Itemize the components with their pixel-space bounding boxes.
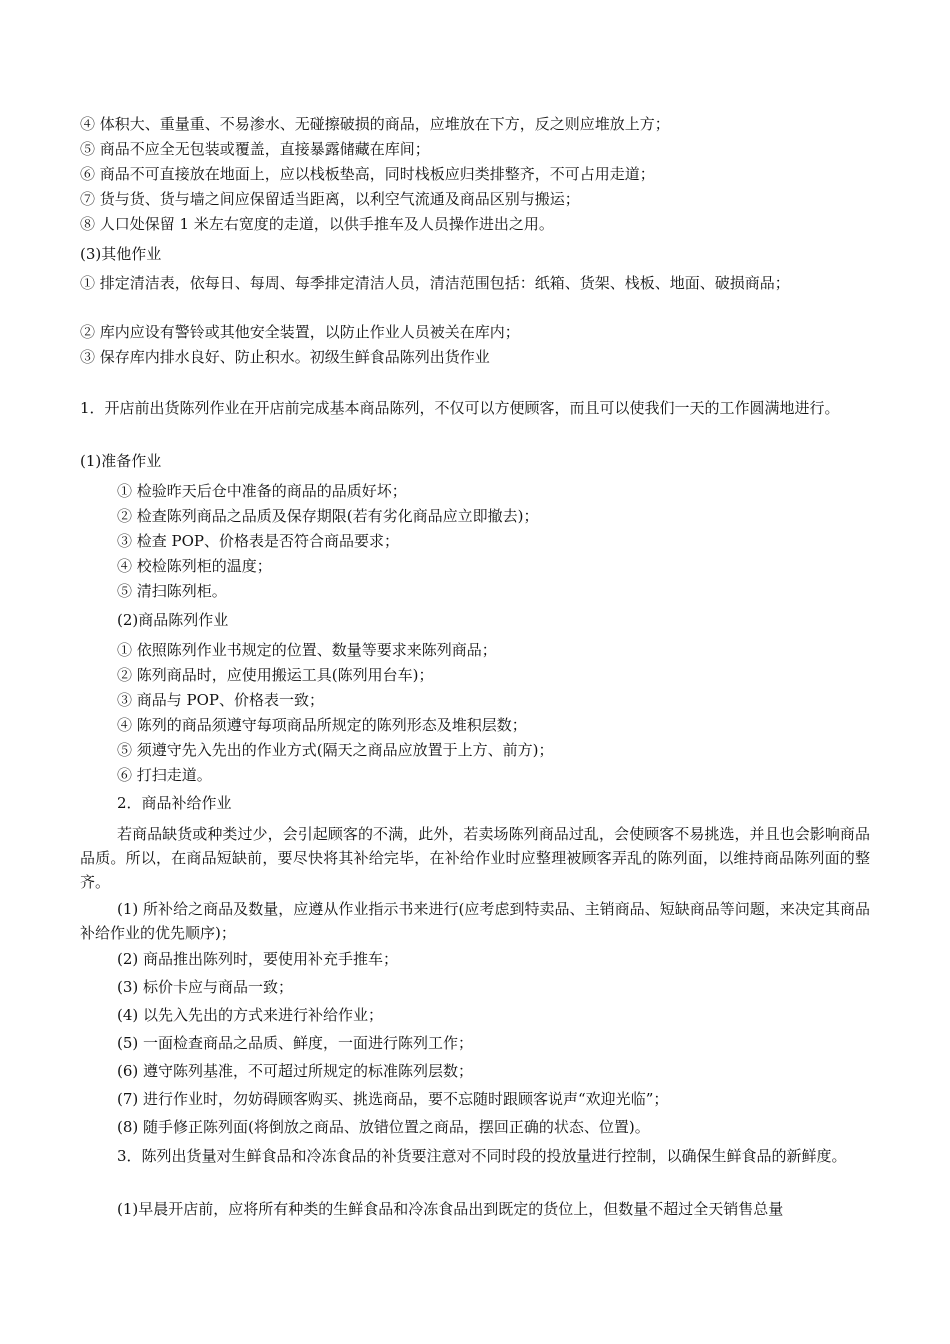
section-1-intro: 1．开店前出货陈列作业在开店前完成基本商品陈列，不仅可以方便顾客，而且可以使我们一天的工作圆满地进行。 [80,399,840,417]
prep-item-5: ⑤ 清扫陈列柜。 [117,582,227,600]
other-ops-item-3: ③ 保存库内排水良好、防止积水。初级生鲜食品陈列出货作业 [80,348,490,366]
supply-item-8: (8) 随手修正陈列面(将倒放之商品、放错位置之商品，摆回正确的状态、位置)。 [117,1118,650,1136]
storage-rule-6: ⑥ 商品不可直接放在地面上，应以栈板垫高，同时栈板应归类排整齐，不可占用走道； [80,165,655,183]
section-3-intro: 3．陈列出货量对生鲜食品和冷冻食品的补货要注意对不同时段的投放量进行控制，以确保生鲜食品的新鲜度。 [117,1147,847,1165]
section-2-heading: 2．商品补给作业 [117,794,232,812]
display-heading: (2)商品陈列作业 [117,611,229,629]
prep-heading: (1)准备作业 [80,452,162,470]
supply-item-7: (7) 进行作业时，勿妨碍顾客购买、挑选商品，要不忘随时跟顾客说声“欢迎光临”； [117,1090,669,1108]
display-item-4: ④ 陈列的商品须遵守每项商品所规定的陈列形态及堆积层数； [117,716,527,734]
storage-rule-5: ⑤ 商品不应全无包装或覆盖，直接暴露储藏在库间； [80,140,430,158]
other-ops-heading: (3)其他作业 [80,245,162,263]
section-3-item-1: (1)早晨开店前，应将所有种类的生鲜食品和冷冻食品出到既定的货位上，但数量不超过全天销售总量 [117,1200,784,1218]
storage-rule-7: ⑦ 货与货、货与墙之间应保留适当距离，以利空气流通及商品区别与搬运； [80,190,580,208]
supply-item-4: (4) 以先入先出的方式来进行补给作业； [117,1006,384,1024]
other-ops-item-2: ② 库内应设有警铃或其他安全装置，以防止作业人员被关在库内； [80,323,520,341]
supply-item-5: (5) 一面检查商品之品质、鲜度，一面进行陈列工作； [117,1034,474,1052]
other-ops-item-1: ① 排定清洁表，依每日、每周、每季排定清洁人员，清洁范围包括：纸箱、货架、栈板、地面、破损商品； [80,274,790,292]
supply-item-1: (1) 所补给之商品及数量，应遵从作业指示书来进行(应考虑到特卖品、主销商品、短缺商品等问题，来决定其商品补给作业的优先顺序)； [80,900,870,942]
display-item-6: ⑥ 打扫走道。 [117,766,212,784]
prep-item-1: ① 检验昨天后仓中准备的商品的品质好坏； [117,482,407,500]
supply-item-3: (3) 标价卡应与商品一致； [117,978,294,996]
display-item-3: ③ 商品与 POP、价格表一致； [117,691,325,709]
prep-item-4: ④ 校检陈列柜的温度； [117,557,272,575]
supply-item-6: (6) 遵守陈列基准，不可超过所规定的标准陈列层数； [117,1062,474,1080]
display-item-2: ② 陈列商品时，应使用搬运工具(陈列用台车)； [117,666,434,684]
storage-rule-4: ④ 体积大、重量重、不易渗水、无碰擦破损的商品，应堆放在下方，反之则应堆放上方； [80,115,670,133]
storage-rule-8: ⑧ 人口处保留 1 米左右宽度的走道，以供手推车及人员操作进出之用。 [80,215,554,233]
display-item-1: ① 依照陈列作业书规定的位置、数量等要求来陈列商品； [117,641,497,659]
section-2-paragraph: 若商品缺货或种类过少，会引起顾客的不满，此外，若卖场陈列商品过乱，会使顾客不易挑选，并且也会影响商品品质。所以，在商品短缺前，要尽快将其补给完毕，在补给作业时应整理被顾客弄乱的陈列面，以维持商品陈列面的整齐。 [80,825,870,891]
display-item-5: ⑤ 须遵守先入先出的作业方式(隔天之商品应放置于上方、前方)； [117,741,554,759]
prep-item-2: ② 检查陈列商品之品质及保存期限(若有劣化商品应立即撤去)； [117,507,539,525]
prep-item-3: ③ 检查 POP、价格表是否符合商品要求； [117,532,400,550]
supply-item-2: (2) 商品推出陈列时，要使用补充手推车； [117,950,399,968]
